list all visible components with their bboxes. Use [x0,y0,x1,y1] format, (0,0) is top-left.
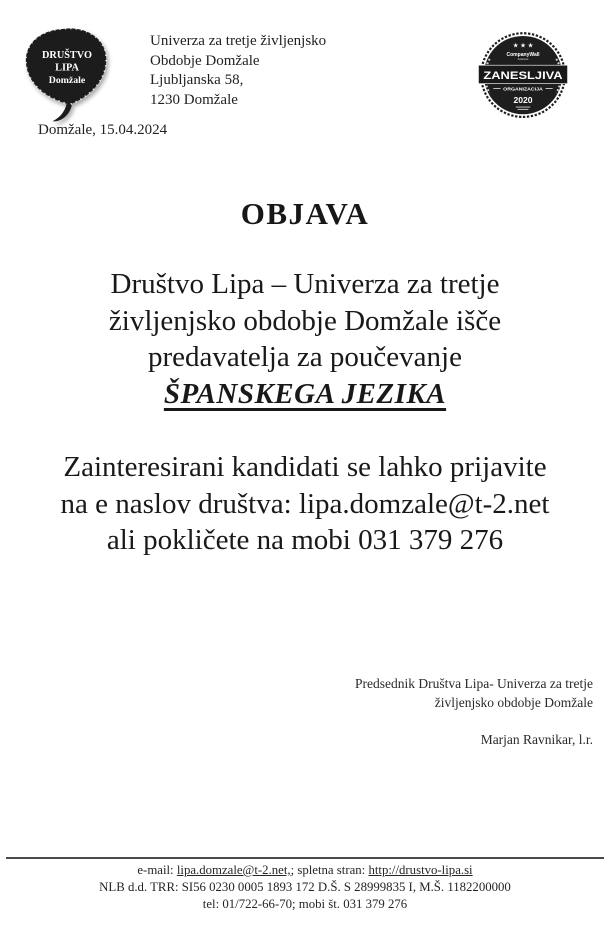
zanesljiva-organizacija-seal-icon [478,30,568,122]
lipa-logo [22,26,112,126]
para2-line2 [0,486,610,523]
para1-line2: življenjsko obdobje Domžale išče [108,304,502,337]
trust-badge [478,30,568,122]
organization-address [150,32,326,110]
badge-year: 2020 [513,95,533,106]
footer-website-link[interactable]: http://drustvo-lipa.si [368,863,473,877]
notice-paragraph-2 [0,449,610,559]
contact-email-text: lipa.domzale@t-2.net [298,487,550,520]
signature-role-line2: življenjsko obdobje Domžale [434,694,593,710]
address-line3: Ljubljanska 58, [150,72,244,88]
badge-brand-sub: business [517,57,529,61]
signature-block [355,675,593,750]
badge-stars: ★ ★ ★ [512,42,534,50]
footer-email-link[interactable]: lipa.domzale@t-2.net, [176,863,291,877]
logo-line1: DRUŠTVO [42,50,92,62]
footer-separator: ; spletna stran: [290,863,369,877]
linden-leaf-icon [22,26,112,126]
para2-line3: ali pokličete na mobi 031 379 276 [106,524,504,556]
badge-subtitle: ORGANIZACIJA [503,86,544,92]
address-line2: Obdobje Domžale [150,52,260,69]
signature-name: Marjan Ravnikar, l.r. [480,732,593,747]
address-line4: 1230 Domžale [150,91,238,108]
footer-contact-line [6,862,604,879]
address-line1: Univerza za tretje življenjsko [150,33,327,49]
footer-email-label: e-mail: [137,863,177,877]
para1-line3: predavatelja za poučevanje [148,341,462,373]
notice-paragraph-1 [0,266,610,412]
badge-title: ZANESLJIVA [483,70,563,83]
badge-brand: CompanyWall [506,51,540,58]
para2-line1: Zainteresirani kandidati se lahko prijavite [63,451,547,483]
subject-highlight: ŠPANSKEGA JEZIKA [163,377,447,410]
logo-line2: LIPA [55,62,79,74]
document-footer [6,857,604,913]
notice-title: OBJAVA [240,196,370,231]
para2-line2-prefix: na e naslov društva: [60,487,299,520]
logo-line3: Domžale [48,75,86,87]
footer-bank-line: NLB d.d. TRR: SI56 0230 0005 1893 172 D.Š. S 28999835 I, M.Š. 1182200000 [99,880,511,894]
signature-role-line1: Predsednik Društva Lipa- Univerza za tretje [354,676,593,691]
dateline: Domžale, 15.04.2024 [38,122,168,138]
footer-tel-line: tel: 01/722-66-70; mobi št. 031 379 276 [202,897,408,911]
para1-line1: Društvo Lipa – Univerza za tretje [110,268,500,300]
